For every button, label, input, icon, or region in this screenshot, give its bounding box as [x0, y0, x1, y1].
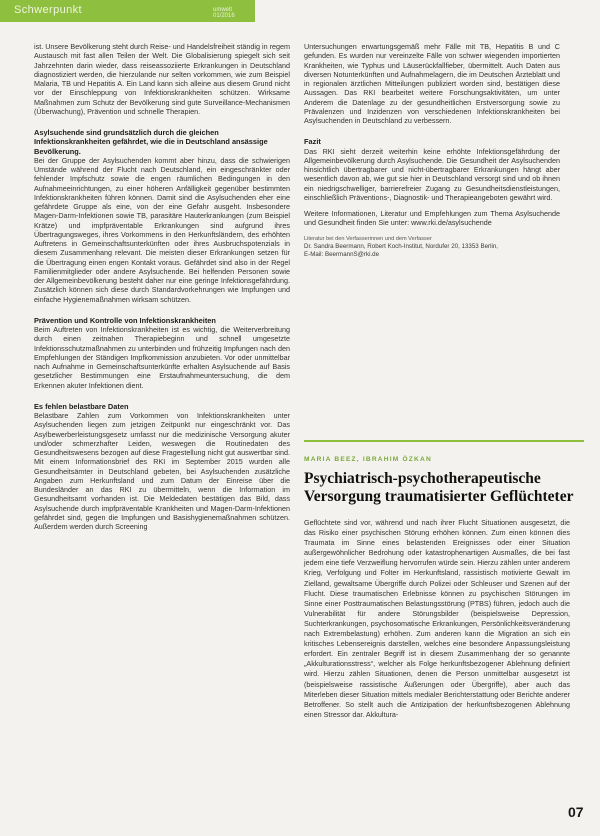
section-header-bar — [0, 0, 255, 22]
article-paragraph: Geflüchtete sind vor, während und nach ihrer Flucht Situationen ausgesetzt, die das Risiko einer psychischen Störung erhöhen können. Zum einen können dies Traumata im Sinne eines belastenden Ereignisses oder einer Situation außergewöhnlicher Bedrohung oder katastrophenartigen Ausmaßes, die bei fast jedem eine tiefe Verzweiflung hervorrufen würde sein. Hierzu zählen unter anderem Krieg, Verfolgung und Folter im Herkunftsland, rassistisch motivierte Gewalt im Zielland, gewaltsame Übergriffe durch Polizei oder Schleuser und Szenen auf der Flucht. Diese traumatischen Erlebnisse können zu psychischen Störungen im Sinne einer Posttraumatischen Belastungsstörung (PTBS) führen, jedoch auch die Vulnerabilität für andere Störungsbilder (beispielsweise Depression, Suchterkrankungen, psychosomatische Erkrankungen, Persönlichkeitsveränderung nach Extrembelastung) erhöhen. Zum anderen kann die Migration an sich ein kritisches Lebensereignis darstellen, welches eine besondere Anpassungsleistung erfordert. Ein zentraler Begriff ist in diesem Zusammenhang der so genannte „Akkulturationsstress“, welcher als Folge herkunftsbezogener Ablehnung definiert wird. Hierzu zählen Situationen, denen die Person unmittelbar ausgesetzt ist (beispielsweise rassistische Äußerungen oder Übergriffe), aber auch das Miterleben dieser Situation mittels medialer Berichterstattung oder Berichte anderer Betroffener. So stellt auch die Antizipation der herkunftsbezogenen Ablehnung einen Stressor dar. Akkultura- — [304, 518, 570, 719]
article-title: Psychiatrisch-psychotherapeutische Versorgung traumatisierter Geflüchteter — [304, 470, 574, 505]
heading-asylsuchende: Asylsuchende sind grundsätzlich durch die gleichen Infektionskrankheiten gefährdet, wie die in Deutschland ansässige Bevölkerung. — [34, 128, 268, 156]
heading-daten: Es fehlen belastbare Daten — [34, 401, 129, 411]
article-body — [304, 518, 570, 720]
right-column — [304, 42, 560, 259]
section-tag: Schwerpunkt — [14, 4, 82, 16]
paragraph-fazit: Das RKI sieht derzeit weiterhin keine erhöhte Infektionsgefährdung der Allgemeinbevölkerung durch Asylsuchende. Die Gesundheit der Asylsuchenden hinsichtlich übertragbarer und nicht-übertragbarer Erkrankungen hängt aber wesentlich davon ab, wie gut sie hier in Deutschland versorgt sind und ob ihnen ein niedrigschwelliger, barrierefreier Zugang zu Gesundheitsdienstleistungen, einschließlich Präventions-, Diagnostik- und Therapieangeboten gewährt wird. — [304, 146, 560, 202]
heading-praevention: Prävention und Kontrolle von Infektionskrankheiten — [34, 315, 216, 325]
paragraph-daten: Belastbare Zahlen zum Vorkommen von Infektionskrankheiten unter Asylsuchenden liegen zum jetzigen Zeitpunkt nur eingeschränkt vor. Das Asylbewerberleistungsgesetz umfasst nur die medizinische Versorgung akuter und/oder schmerzhafter Leiden, weswegen die Routinedaten des Gesundheitswesens bezogen auf diese Fragestellung nicht gut auswertbar sind. Mit einem Informationsbrief des RKI im September 2015 wurden alle Gesundheitsämter in Deutschland gebeten, bei Asylsuchenden zusätzliche Angaben zum Herkunftsland und zum Datum der Einreise über die Bundesländer an das RKI zu übermitteln, wenn die Information im Gesundheitsamt vorhanden ist. Die Meldedaten bestätigen das Bild, dass Asylsuchende durch impfpräventable Krankheiten und Magen-Darm-Infektionen gefährdet sind, gegen die Impfungen und Basishygienemaßnahmen schützen. Außerdem werden durch Screening — [34, 411, 290, 531]
paragraph-asylsuchende: Bei der Gruppe der Asylsuchenden kommt aber hinzu, dass die schwierigen Umstände während der Flucht nach Deutschland, ein eingeschränkter oder fehlender Impfschutz sowie die engen räumlichen Bedingungen in den Aufnahmeeinrichtungen, zu einer höheren Anfälligkeit gegenüber bestimmten Infektionskrankheiten führen können. Damit sind die Asylsuchenden eher eine gefährdete Gruppe als eine, von der eine Gefahr ausgeht. Insbesondere Magen-Darm-Infektionen sowie TB, parasitäre Hauterkrankungen (zum Beispiel Krätze) und impfpräventable Erkrankungen sind aufgrund ihres Übertragungsweges, ihres Vorkommens in den Herkunftsländern, des erhöhten Auftretens in Gemeinschaftsunterkünften oder ihres Ausbruchspotenzials in diesem Zusammenhang relevant. Die meisten dieser Erkrankungen setzen für die Übertragung einen engen Kontakt voraus. Gefährdet sind also in der Regel Familienmitglieder oder andere Asylsuchende. Bei helfenden Personen sowie der Allgemeinbevölkerung besteht daher nur eine geringe Infektionsgefährdung. Zusätzlich können sich diese durch Standardvorkehrungen wie Impfungen und einfache Hygienemaßnahmen wirksam schützen. — [34, 155, 290, 304]
paragraph-praevention: Beim Auftreten von Infektionskrankheiten ist es wichtig, die Weiterverbreitung durch einen zeitnahen Therapiebeginn und schnell umgesetzte Infektionsschutzmaßnahmen zu unterbinden und frühzeitig Impfungen nach den Empfehlungen der Ständigen Impfkommission anzubieten. Vor oder unmittelbar nach Aufnahme in Gemeinschaftsunterkünfte erhalten Asylsuchende auf Basis gesetzlicher Bestimmungen eine Erstaufnahmeuntersuchung, die dem Erkennen akuter Infektionen dient. — [34, 325, 290, 390]
issue-number: umwelt 01/2016 — [213, 7, 235, 19]
left-column — [34, 42, 290, 531]
contact-address: Dr. Sandra Beermann, Robert Koch-Institut, Nordufer 20, 13353 Berlin, — [304, 242, 498, 250]
contact-email: E-Mail: BeermannS@rki.de — [304, 250, 380, 258]
literature-note: Literatur bei den Verfasserinnen und dem Verfasser — [304, 235, 432, 242]
more-info-paragraph: Weitere Informationen, Literatur und Empfehlungen zum Thema Asylsuchende und Gesundheit finden Sie unter: www.rki.de/asylsuchende — [304, 209, 560, 228]
heading-fazit: Fazit — [304, 137, 321, 147]
left-intro-paragraph: ist. Unsere Bevölkerung steht durch Reise- und Handelsfreiheit ständig in regem Austausch mit fast allen Teilen der Welt. Die Globalisierung spiegelt sich seit Jahrzehnten darin wieder, dass reiseassoziierte Erkrankungen in Deutschland diagnostiziert werden, die hierzulande nur selten vorkommen, wie zum Beispiel Malaria, TB und Hepatitis A. Ein Land kann sich alleine aus diesem Grund nicht vor der Einschleppung von Infektionskrankheiten schützen. Wirksame Maßnahmen zum Schutz der Bevölkerung sind gute Surveillance-Mechanismen (Überwachung), Prävention und schnelle Therapien. — [34, 42, 290, 116]
article-divider — [304, 440, 584, 442]
page-number: 07 — [568, 804, 584, 820]
article-authors: MARIA BEEZ, IBRAHIM ÖZKAN — [304, 456, 432, 463]
right-intro-paragraph: Untersuchungen erwartungsgemäß mehr Fälle mit TB, Hepatitis B und C gefunden. Es wurden nur vereinzelte Fälle von schwer wiegenden importierten Krankheiten, wie Typhus und Läuserückfallfieber, übermittelt. Auch Daten aus diversen Notunterkünften und Aufnahmelagern, die im Deutschen Ärzteblatt und in regionalen ärztlichen Mitteilungen publiziert worden sind, bestätigen diese Aussagen. Das RKI bearbeitet weitere Forschungsaktivitäten, um unter Anderem die Datenlage zu der gesundheitlichen Erstversorgung sowie zu Prävalenzen und Inzidenzen von verschiedenen Infektionskrankheiten bei Asylsuchenden in Deutschland zu verbessern. — [304, 42, 560, 125]
